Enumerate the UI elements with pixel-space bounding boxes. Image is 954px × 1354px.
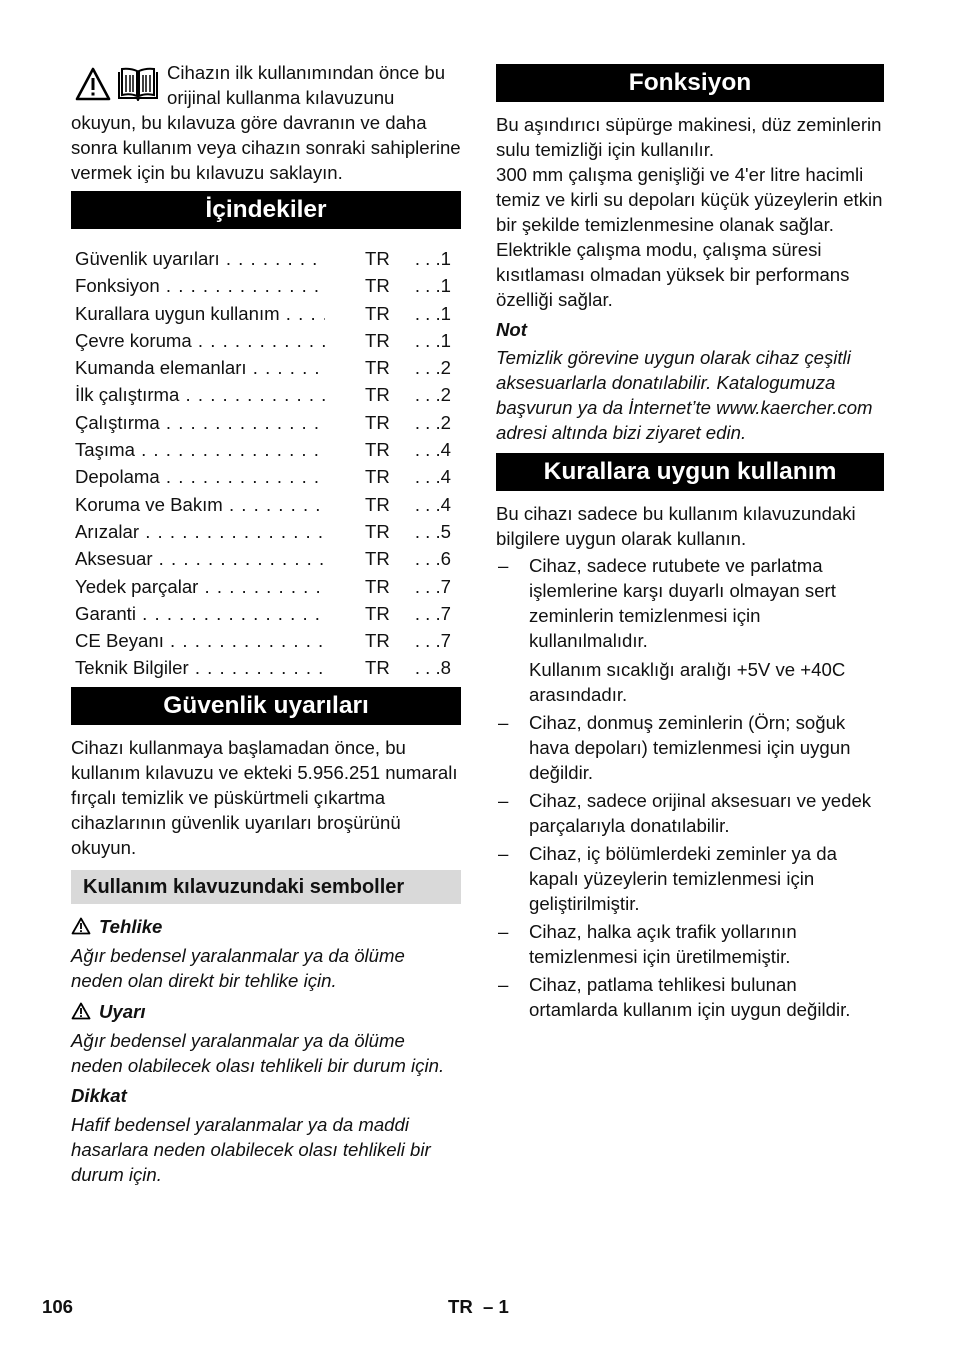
table-of-contents [71,245,461,682]
danger-label-line [71,914,461,939]
warning-label-line [71,999,461,1024]
toc-lang: TR [365,602,390,624]
toc-page: . . .6 [414,548,451,570]
toc-page: . . .1 [414,248,451,269]
toc-title: İlk çalıştırma . . . [75,381,325,408]
intro-icons [75,66,159,102]
toc-row [71,600,461,627]
toc-lang: TR [365,520,390,542]
toc-page: . . .7 [414,575,451,597]
function-p3: Elektrikle çalışma modu, çalışma süresi kısıtlaması olmadan yüksek bir performans özelliği sağlar. [496,239,850,310]
list-item: – Cihaz, patlama tehlikesi bulunan ortamlarda kullanım için uygun değildir. [496,972,884,1022]
danger-label: Tehlike [99,915,163,937]
toc-page: . . .4 [414,439,451,461]
toc-lang: TR [365,466,390,488]
toc-lang: TR [365,548,390,570]
toc-title: Teknik Bilgiler . . . [75,654,325,681]
toc-row [71,409,461,436]
list-item: – Cihaz, halka açık trafik yollarının temizlenmesi için üretilmemiştir. [496,919,884,969]
toc-page: . . .2 [414,384,451,406]
toc-page: . . .1 [414,302,451,324]
toc-page: . . .1 [414,275,451,297]
toc-lang: TR [365,248,390,269]
list-item-subtext: Kullanım sıcaklığı aralığı +5V ve +40C arasındadır. [529,659,846,705]
manual-book-icon [117,67,159,101]
function-heading: Fonksiyon [496,64,884,102]
toc-title: Yedek parçalar . . . [75,573,325,600]
footer-section-page: – 1 [483,1296,509,1317]
toc-row [71,436,461,463]
function-p1: Bu aşındırıcı süpürge makinesi, düz zeminlerin sulu temizliği için kullanılır. [496,114,882,160]
toc-lang: TR [365,657,390,679]
symbols-heading: Kullanım kılavuzundaki semboller [71,870,461,904]
function-p2: 300 mm çalışma genişliği ve 4'er litre hacimli temiz ve kirli su depoları küçük yüzeylerin etkin bir şekilde temizlenmesine olanak sağlar. [496,164,883,235]
note-text: Temizlik görevine uygun olarak cihaz çeşitli aksesuarlarla donatılabilir. Katalogumuza başvurun ya da İnternet’te www.kaercher.com adresi altında bizi ziyaret edin. [496,347,873,443]
proper-use-heading: Kurallara uygun kullanım [496,453,884,491]
list-item: – Cihaz, donmuş zeminlerin (Örn; soğuk hava depoları) temizlenmesi için uygun değildir. [496,710,884,785]
toc-row [71,327,461,354]
toc-row [71,272,461,299]
toc-page: . . .4 [414,493,451,515]
caution-text: Hafif bedensel yaralanmalar ya da maddi hasarlara neden olabilecek olası tehlikeli bir durum için. [71,1113,431,1185]
toc-lang: TR [365,575,390,597]
toc-row [71,518,461,545]
toc-page: . . .7 [414,630,451,652]
toc-page: . . .7 [414,602,451,624]
right-column [496,64,884,1025]
toc-title: Kurallara uygun kullanım . . . [75,300,325,327]
toc-row [71,463,461,490]
intro-notice [71,60,461,185]
left-column [71,60,461,1187]
toc-title: Taşıma . . . [75,436,325,463]
toc-title: Çalıştırma . . . [75,409,325,436]
warning-triangle-icon [75,67,111,101]
list-item: – Cihaz, iç bölümlerdeki zeminler ya da kapalı yüzeylerin temizlenmesi için geliştirilmiştir. [496,841,884,916]
toc-lang: TR [365,275,390,297]
toc-page: . . .4 [414,466,451,488]
toc-page: . . .2 [414,357,451,379]
toc-row [71,381,461,408]
list-item: – Cihaz, sadece orijinal aksesuarı ve yedek parçalarıyla donatılabilir. [496,788,884,838]
toc-title: Garanti . . . [75,600,325,627]
toc-title: Depolama . . . [75,463,325,490]
note-label: Not [496,319,527,340]
caution-label: Dikkat [71,1084,127,1106]
danger-triangle-icon [71,917,91,935]
toc-row [71,654,461,681]
toc-lang: TR [365,357,390,379]
toc-row [71,491,461,518]
intro-text: Cihazın ilk kullanımından önce bu orijinal kullanma kılavuzunu okuyun, bu kılavuza göre davranın ve daha sonra kullanım veya cihazın sonraki sahiplerine vermek için bu kılavuzu saklayın. [71,62,461,183]
toc-row [71,245,461,272]
toc-lang: TR [365,302,390,324]
toc-row [71,627,461,654]
toc-title: Koruma ve Bakım . . . [75,491,325,518]
proper-use-list [496,553,884,1022]
safety-text: Cihazı kullanmaya başlamadan önce, bu kullanım kılavuzu ve ekteki 5.956.251 numaralı fırçalı temizlik ve püskürtmeli çıkartma cihazlarının güvenlik uyarıları broşürünü okuyun. [71,736,458,858]
toc-lang: TR [365,493,390,515]
toc-title: Güvenlik uyarıları . . . [75,245,325,272]
toc-page: . . .5 [414,520,451,542]
warning-text: Ağır bedensel yaralanmalar ya da ölüme neden olabilecek olası tehlikeli bir durum için. [71,1029,445,1076]
toc-row [71,300,461,327]
toc-lang: TR [365,411,390,433]
warning-small-triangle-icon [71,1002,91,1020]
toc-title: Fonksiyon . . . [75,272,325,299]
proper-use-intro: Bu cihazı sadece bu kullanım kılavuzundaki bilgilere uygun olarak kullanın. [496,503,856,549]
toc-title: CE Beyanı . . . [75,627,325,654]
toc-row [71,545,461,572]
warning-label: Uyarı [99,1000,146,1022]
footer-page-number: 106 [42,1296,74,1317]
toc-title: Çevre koruma . . . [75,327,325,354]
toc-lang: TR [365,384,390,406]
toc-lang: TR [365,329,390,351]
toc-title: Aksesuar . . . [75,545,325,572]
toc-title: Kumanda elemanları . . . [75,354,325,381]
toc-lang: TR [365,439,390,461]
safety-heading: Güvenlik uyarıları [71,687,461,725]
footer-section: TR [448,1296,473,1317]
contents-heading: İçindekiler [71,191,461,229]
danger-text: Ağır bedensel yaralanmalar ya da ölüme neden olan direkt bir tehlike için. [71,944,405,991]
list-item: – Cihaz, sadece rutubete ve parlatma işlemlerine karşı duyarlı olmayan sert zeminlerin temizlenmesi için kullanılmalıdır. Kullanım sıcaklığı aralığı +5V ve +40C arasındadır. [496,553,884,707]
toc-title: Arızalar . . . [75,518,325,545]
toc-page: . . .1 [414,329,451,351]
toc-lang: TR [365,630,390,652]
toc-row [71,573,461,600]
toc-page: . . .2 [414,411,451,433]
toc-row [71,354,461,381]
toc-page: . . .8 [414,657,451,679]
